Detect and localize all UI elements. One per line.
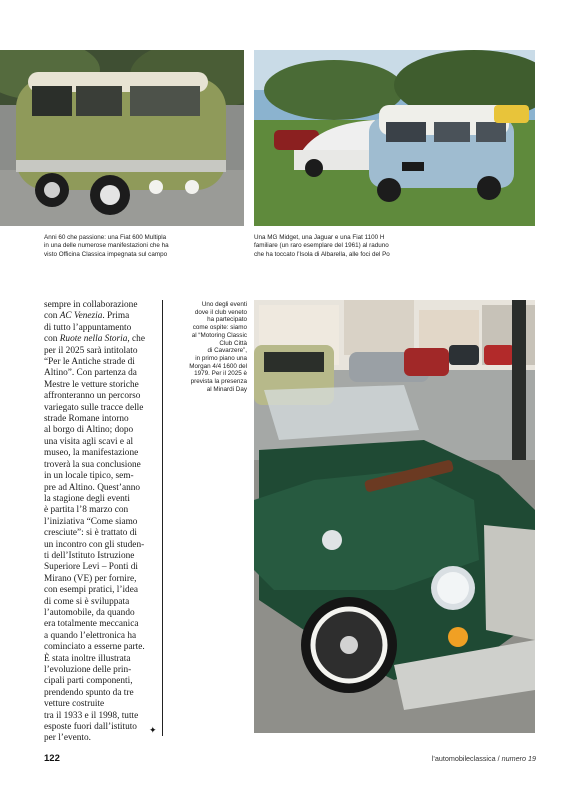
article-line: Superiore Levi – Ponti di	[44, 562, 138, 573]
caption-line: 1979. Per il 2025 è	[194, 370, 247, 378]
photo-morgan-4-4	[254, 300, 535, 733]
caption-line: visto Officina Classica impegnata sul campo	[44, 250, 168, 258]
article-line: con AC Venezia. Prima	[44, 311, 130, 322]
photo-fiat-600-multipla	[0, 50, 244, 226]
page-number: 122	[44, 753, 60, 764]
article-line: prendendo spunto da tre	[44, 687, 134, 698]
article-line: “Per le Antiche strade di	[44, 357, 135, 368]
caption-line: Uno degli eventi	[201, 301, 247, 308]
article-line: ti dell’Istituto Istruzione	[44, 550, 135, 561]
article-line: l’automobile, da quando	[44, 607, 135, 618]
article-line: Mestre le vetture storiche	[44, 379, 139, 390]
article-line: cipali parti componenti,	[44, 676, 133, 687]
caption-line: al “Motoring Classic	[191, 331, 247, 339]
caption-morgan	[157, 301, 247, 393]
article-line: con Ruote nella Storia, che	[44, 334, 145, 345]
article-line: era totalmente meccanica	[44, 619, 139, 630]
article-line: l’evoluzione delle prin-	[44, 665, 132, 675]
article-line: vetture costruite	[44, 699, 105, 710]
article-line: È stata inoltre illustrata	[44, 653, 131, 664]
caption-line: ha partecipato	[207, 316, 247, 324]
article-line: tra il 1933 e il 1998, tutte	[44, 710, 139, 721]
caption-line: in una delle numerose manifestazioni che ha	[44, 242, 169, 250]
article-line: una visita agli scavi e al	[44, 436, 134, 447]
caption-car-lineup	[254, 234, 535, 259]
article-line: a quando l’elettronica ha	[44, 630, 137, 641]
article-line: affronteranno un percorso	[44, 391, 141, 402]
caption-line: Club Città	[219, 339, 247, 347]
end-of-article-icon: ✦	[149, 726, 157, 736]
caption-fiat-600	[44, 234, 244, 259]
caption-line: dove il club veneto	[194, 308, 247, 316]
caption-line: in primo piano una	[195, 354, 247, 362]
caption-line: al Minardi Day	[206, 385, 247, 393]
article-line: di come si è sviluppata	[44, 596, 130, 607]
article-line: cresciute”: si è trattato di	[44, 528, 137, 539]
caption-line: familiare (un raro esemplare del 1961) al raduno	[254, 242, 389, 250]
article-line: per l’evento.	[44, 733, 91, 744]
article-line: l’iniziativa “Come siamo	[44, 516, 138, 527]
article-line: di tutto l’appuntamento	[44, 322, 132, 333]
article-line: cominciato a esserne parte.	[44, 642, 145, 653]
article-line: Mirano (VE) per fornire,	[44, 573, 137, 584]
caption-line: di Cavarzere”,	[207, 347, 247, 355]
issue-number: numero 19	[501, 754, 536, 763]
article-line: per il 2025 sarà intitolato	[44, 345, 138, 356]
article-line: museo, la manifestazione	[44, 448, 139, 459]
article-line: esposte fuori dall’istituto	[44, 722, 137, 733]
caption-line: Anni 60 che passione: una Fiat 600 Multipla	[44, 234, 167, 241]
article-line: al borgo di Altino; dopo	[44, 425, 134, 436]
photo-car-lineup	[254, 50, 535, 226]
article-line: variegato sulle tracce delle	[44, 402, 144, 413]
caption-line: prevista la presenza	[190, 378, 247, 386]
article-body	[44, 300, 157, 745]
magazine-footer	[432, 754, 536, 763]
caption-line: come ospite: siamo	[192, 324, 247, 332]
article-line: con esempi pratici, l’idea	[44, 585, 138, 596]
article-line: Altino”. Con partenza da	[44, 368, 137, 379]
article-emphasis: AC Venezia	[59, 311, 103, 322]
article-line: troverà la sua conclusione	[44, 459, 141, 470]
caption-line: Morgan 4/4 1600 del	[189, 362, 247, 370]
article-line: strade Romane intorno	[44, 414, 129, 425]
article-line: la stagione degli eventi	[44, 493, 130, 504]
article-line: sempre in collaborazione	[44, 300, 138, 310]
magazine-name: l’automobileclassica /	[431, 754, 502, 763]
caption-line: che ha toccato l’Isola di Albarella, alle foci del Po	[254, 250, 390, 258]
article-line: pre ad Altino. Quest’anno	[44, 482, 141, 493]
caption-line: Una MG Midget, una Jaguar e una Fiat 1100 H	[254, 234, 385, 241]
article-line: è partita l’8 marzo con	[44, 505, 129, 516]
article-line: un incontro con gli studen-	[44, 539, 145, 550]
article-emphasis: Ruote nella Storia	[59, 334, 128, 345]
article-line: in un locale tipico, sem-	[44, 471, 134, 482]
